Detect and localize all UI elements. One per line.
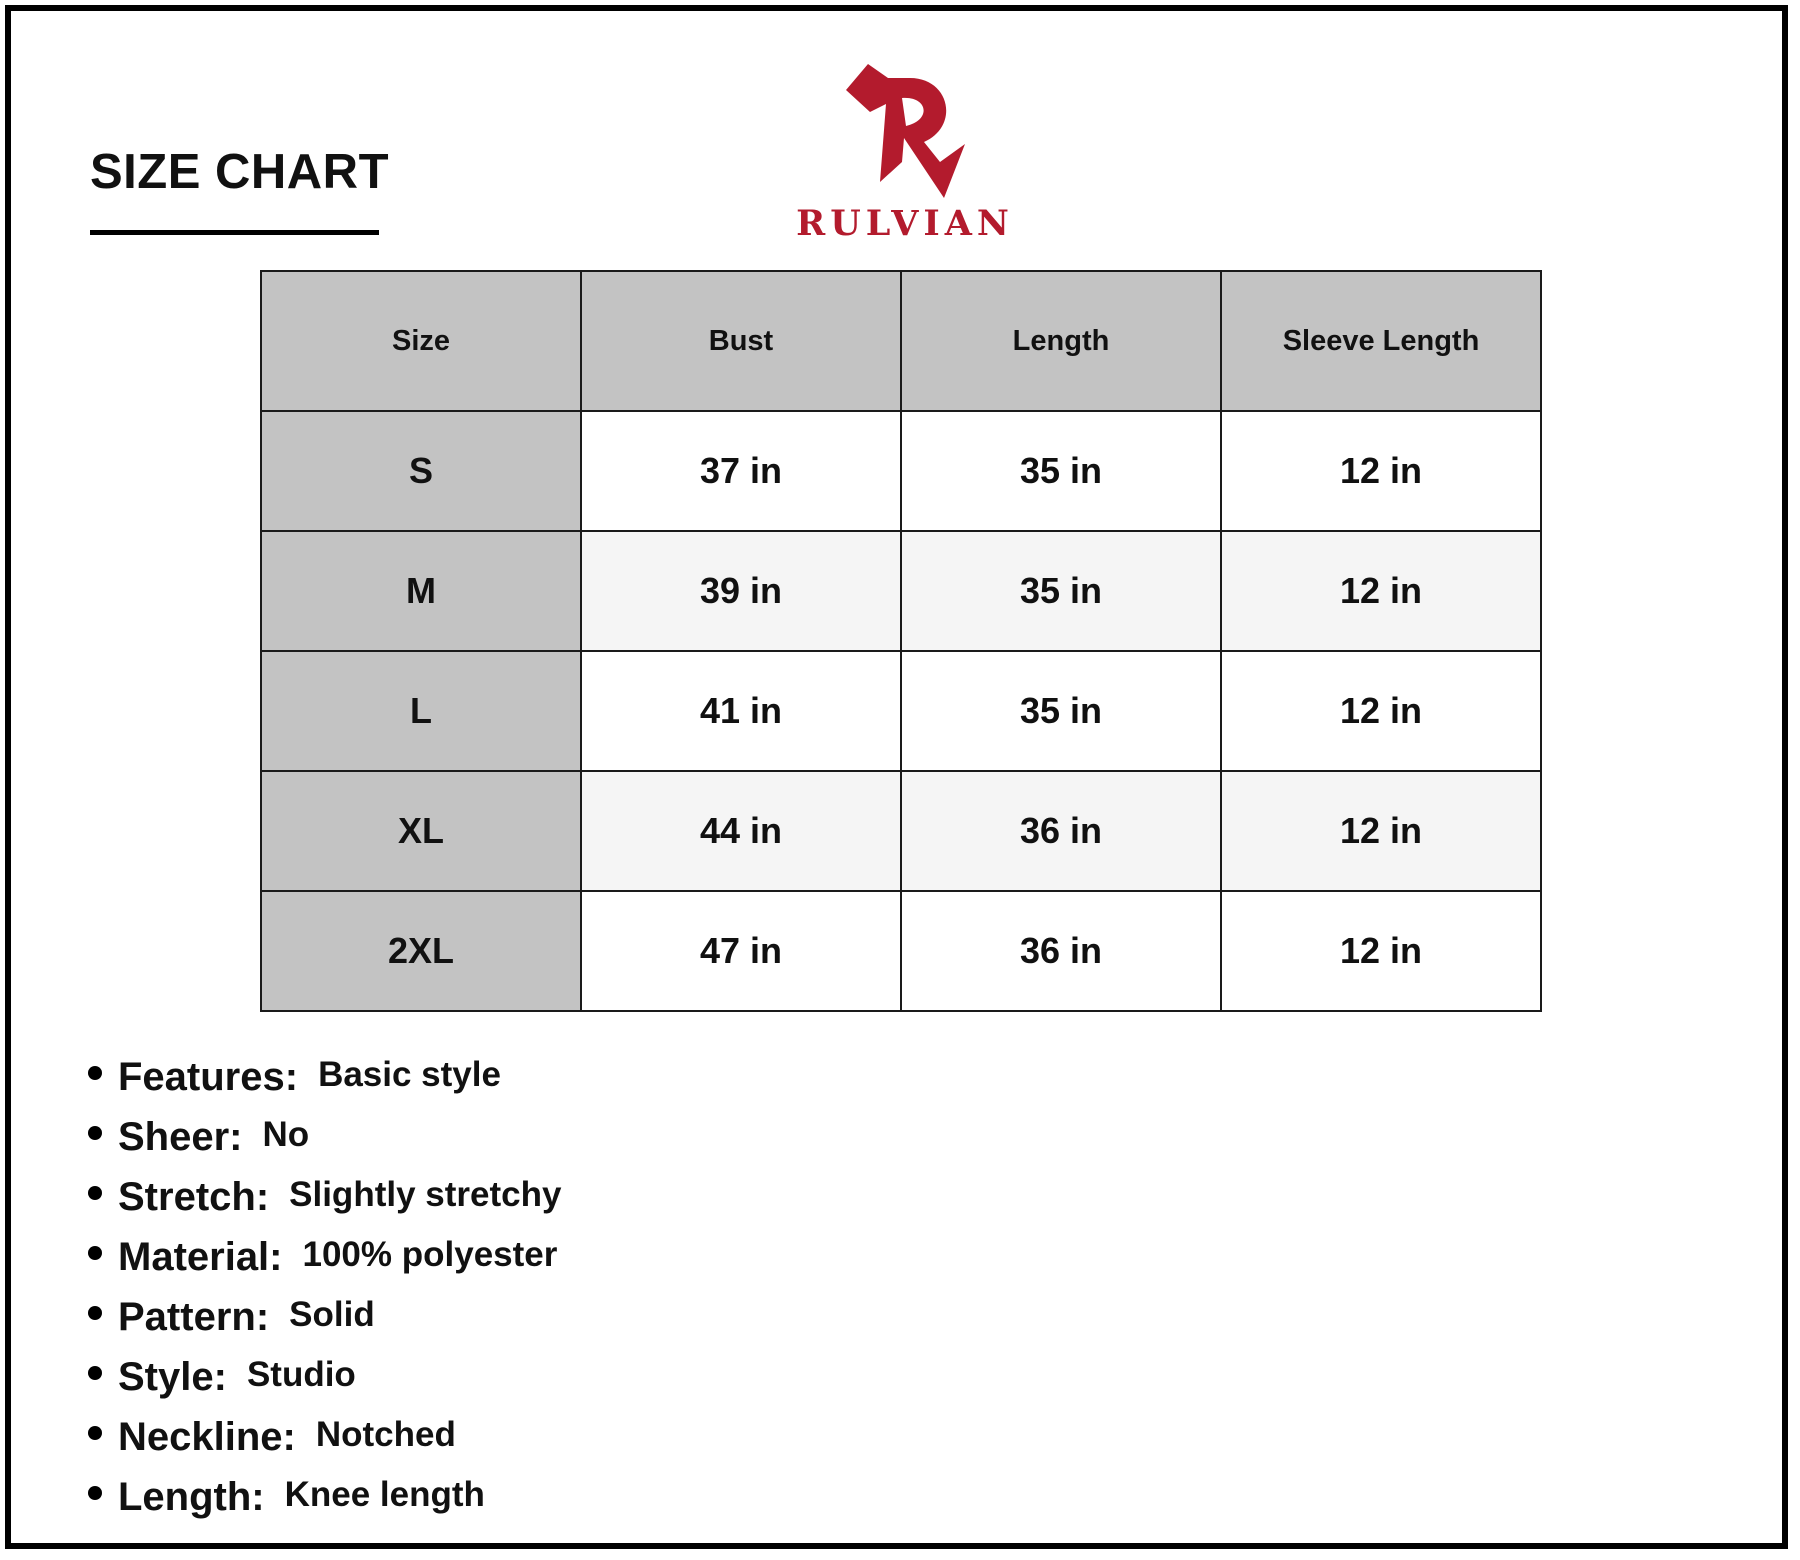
table-row	[261, 411, 1541, 531]
column-header-length: Length	[901, 271, 1221, 411]
spec-label: Neckline:	[118, 1415, 296, 1459]
product-specs-list	[88, 1055, 561, 1535]
list-item	[88, 1475, 561, 1535]
spec-label: Style:	[118, 1355, 227, 1399]
spec-value: Basic style	[318, 1055, 501, 1094]
spec-label: Features:	[118, 1055, 299, 1099]
table-row	[261, 771, 1541, 891]
length-cell: 36 in	[901, 891, 1221, 1011]
brand-logo	[780, 64, 1030, 254]
sleeve-length-cell: 12 in	[1221, 411, 1541, 531]
spec-label: Material:	[118, 1235, 283, 1279]
title-underline	[90, 230, 379, 235]
brand-name: RULVIAN	[796, 203, 1014, 244]
table-header-row	[261, 271, 1541, 411]
spec-value: Solid	[289, 1295, 375, 1334]
column-header-bust: Bust	[581, 271, 901, 411]
bullet-icon	[88, 1246, 102, 1260]
table-row	[261, 891, 1541, 1011]
bust-cell: 44 in	[581, 771, 901, 891]
bullet-icon	[88, 1366, 102, 1380]
size-chart-table	[260, 270, 1542, 1012]
page-title: SIZE CHART	[90, 145, 389, 199]
bullet-icon	[88, 1066, 102, 1080]
spec-label: Sheer:	[118, 1115, 243, 1159]
brand-r-icon	[840, 64, 970, 199]
bust-cell: 37 in	[581, 411, 901, 531]
spec-value: No	[262, 1115, 310, 1154]
length-cell: 35 in	[901, 651, 1221, 771]
sleeve-length-cell: 12 in	[1221, 891, 1541, 1011]
bullet-icon	[88, 1486, 102, 1500]
column-header-size: Size	[261, 271, 581, 411]
bullet-icon	[88, 1186, 102, 1200]
table-row	[261, 531, 1541, 651]
spec-value: 100% polyester	[302, 1235, 558, 1274]
spec-label: Pattern:	[118, 1295, 270, 1339]
spec-value: Slightly stretchy	[289, 1175, 562, 1214]
table-row	[261, 651, 1541, 771]
bust-cell: 39 in	[581, 531, 901, 651]
spec-label: Length:	[118, 1475, 265, 1519]
sleeve-length-cell: 12 in	[1221, 651, 1541, 771]
size-cell: M	[261, 531, 581, 651]
length-cell: 35 in	[901, 411, 1221, 531]
spec-value: Studio	[246, 1355, 356, 1394]
list-item	[88, 1355, 561, 1415]
size-cell: S	[261, 411, 581, 531]
list-item	[88, 1055, 561, 1115]
sleeve-length-cell: 12 in	[1221, 771, 1541, 891]
bust-cell: 41 in	[581, 651, 901, 771]
column-header-sleeve-length: Sleeve Length	[1221, 271, 1541, 411]
list-item	[88, 1115, 561, 1175]
bullet-icon	[88, 1126, 102, 1140]
list-item	[88, 1415, 561, 1475]
size-cell: L	[261, 651, 581, 771]
length-cell: 35 in	[901, 531, 1221, 651]
list-item	[88, 1175, 561, 1235]
spec-label: Stretch:	[118, 1175, 270, 1219]
bullet-icon	[88, 1306, 102, 1320]
sleeve-length-cell: 12 in	[1221, 531, 1541, 651]
spec-value: Notched	[315, 1415, 456, 1454]
list-item	[88, 1295, 561, 1355]
size-cell: 2XL	[261, 891, 581, 1011]
list-item	[88, 1235, 561, 1295]
size-cell: XL	[261, 771, 581, 891]
length-cell: 36 in	[901, 771, 1221, 891]
spec-value: Knee length	[284, 1475, 485, 1514]
bullet-icon	[88, 1426, 102, 1440]
bust-cell: 47 in	[581, 891, 901, 1011]
